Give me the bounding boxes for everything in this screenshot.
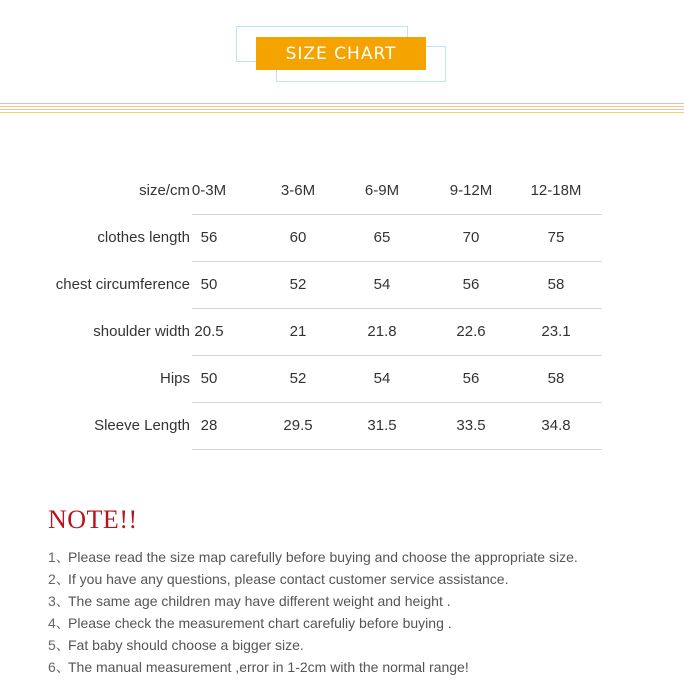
divider-stripe [0,103,684,104]
note-number: 2、 [48,571,70,587]
table-header-cell: 3-6M [280,182,316,199]
divider-stripe [0,106,684,107]
table-header-cell: 0-3M [191,182,227,199]
note-number: 5、 [48,637,70,653]
table-cell: 56 [462,276,480,293]
note-number: 6、 [48,659,70,675]
row-divider [192,449,602,450]
note-text: Please read the size map carefully before buying and choose the appropriate size. [68,549,578,565]
table-cell: 60 [289,229,307,246]
note-text: The manual measurement ,error in 1-2cm with the normal range! [68,659,469,675]
table-cell: 33.5 [456,417,486,434]
list-item [48,657,578,679]
note-number: 4、 [48,615,70,631]
row-label: clothes length [97,229,190,246]
table-cell: 23.1 [541,323,571,340]
table-cell: 52 [289,370,307,387]
banner-title: SIZE CHART [285,43,397,64]
list-item [48,613,578,635]
table-cell: 52 [289,276,307,293]
note-text: Please check the measurement chart carefuliy before buying . [68,615,452,631]
table-row [0,215,684,262]
table-cell: 21 [289,323,307,340]
row-label: Hips [159,370,190,387]
table-cell: 54 [373,370,391,387]
table-cell: 54 [373,276,391,293]
table-cell: 28 [200,417,218,434]
header-banner-area [0,0,684,120]
table-cell: 20.5 [194,323,224,340]
row-label: Sleeve Length [94,417,190,434]
table-cell: 75 [547,229,565,246]
note-number: 3、 [48,593,70,609]
table-cell: 65 [373,229,391,246]
table-row [0,262,684,309]
list-item [48,547,578,569]
table-header-cell: 9-12M [449,182,493,199]
table-cell: 56 [200,229,218,246]
table-row [0,309,684,356]
table-header-cell: 6-9M [364,182,400,199]
table-cell: 58 [547,276,565,293]
table-cell: 70 [462,229,480,246]
note-text: If you have any questions, please contact customer service assistance. [68,571,509,587]
table-cell: 56 [462,370,480,387]
table-cell: 50 [200,276,218,293]
list-item [48,569,578,591]
size-chart-banner [256,37,426,70]
note-text: The same age children may have different weight and height . [68,593,451,609]
note-text: Fat baby should choose a bigger size. [68,637,304,653]
table-row [0,356,684,403]
table-cell: 21.8 [367,323,397,340]
table-header-row [0,168,684,215]
divider-stripe [0,109,684,110]
divider-stripe [0,112,684,113]
table-row [0,403,684,450]
size-table [0,168,684,450]
table-cell: 58 [547,370,565,387]
table-cell: 34.8 [541,417,571,434]
table-header-cell: 12-18M [530,182,582,199]
list-item [48,635,578,657]
row-label: chest circumference [55,276,190,293]
row-label: shoulder width [93,323,190,340]
table-header-cell: size/cm [139,182,190,199]
note-list [48,547,578,679]
table-cell: 31.5 [367,417,397,434]
note-number: 1、 [48,549,70,565]
table-cell: 29.5 [283,417,313,434]
list-item [48,591,578,613]
note-title: NOTE!! [48,505,138,534]
table-cell: 50 [200,370,218,387]
table-cell: 22.6 [456,323,486,340]
